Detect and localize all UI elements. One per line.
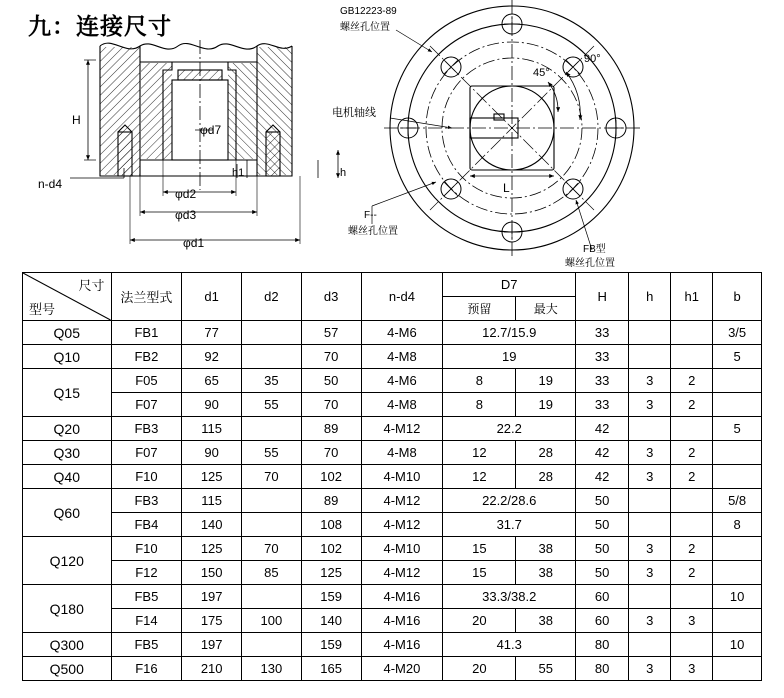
cell-d1: 65 — [182, 369, 242, 393]
table-row — [23, 465, 762, 489]
cell-b: 5 — [713, 417, 762, 441]
cell-h: 3 — [629, 657, 671, 681]
table-row — [23, 369, 762, 393]
table-header-row-1 — [23, 273, 762, 297]
cell-flange: F12 — [111, 561, 182, 585]
cell-model: Q20 — [23, 417, 112, 441]
cell-d7-max: 38 — [516, 561, 576, 585]
cell-d2 — [242, 633, 302, 657]
cell-h — [629, 345, 671, 369]
cell-model: Q05 — [23, 321, 112, 345]
cell-d7-reserved: 12 — [443, 465, 516, 489]
cell-n-d4: 4-M16 — [361, 609, 443, 633]
cell-h1 — [671, 321, 713, 345]
cell-d3: 159 — [301, 633, 361, 657]
cell-h1 — [671, 585, 713, 609]
header-b: b — [713, 273, 762, 321]
cell-h — [629, 417, 671, 441]
table-header — [23, 273, 762, 321]
cell-d1: 125 — [182, 465, 242, 489]
cell-flange: FB3 — [111, 489, 182, 513]
cell-d1: 197 — [182, 633, 242, 657]
cell-h — [629, 633, 671, 657]
cell-d7-reserved: 8 — [443, 393, 516, 417]
front-view — [372, 0, 640, 256]
cell-h: 3 — [629, 369, 671, 393]
cell-d3: 140 — [301, 609, 361, 633]
cell-b — [713, 561, 762, 585]
cell-n-d4: 4-M12 — [361, 513, 443, 537]
cell-H: 60 — [576, 609, 629, 633]
cell-d7-max: 55 — [516, 657, 576, 681]
cell-h1: 3 — [671, 657, 713, 681]
cell-h: 3 — [629, 393, 671, 417]
cell-d7-max: 38 — [516, 537, 576, 561]
cell-d7: 12.7/15.9 — [443, 321, 576, 345]
cell-h1: 2 — [671, 369, 713, 393]
cell-n-d4: 4-M16 — [361, 633, 443, 657]
header-d7-reserved: 预留 — [443, 297, 516, 321]
cell-d7: 31.7 — [443, 513, 576, 537]
cell-d7-reserved: 15 — [443, 537, 516, 561]
cell-b — [713, 537, 762, 561]
cell-n-d4: 4-M20 — [361, 657, 443, 681]
cell-d2: 55 — [242, 393, 302, 417]
cell-h1: 2 — [671, 537, 713, 561]
cell-h: 3 — [629, 609, 671, 633]
header-h1: h1 — [671, 273, 713, 321]
cell-flange: FB5 — [111, 585, 182, 609]
cell-n-d4: 4-M10 — [361, 465, 443, 489]
cell-n-d4: 4-M8 — [361, 345, 443, 369]
dimensions-table — [22, 272, 762, 681]
cell-d7: 19 — [443, 345, 576, 369]
cell-b: 5/8 — [713, 489, 762, 513]
label-phi-d2: φd2 — [175, 187, 197, 201]
cell-n-d4: 4-M6 — [361, 369, 443, 393]
table-row — [23, 393, 762, 417]
cell-model: Q180 — [23, 585, 112, 633]
header-n-d4: n-d4 — [361, 273, 443, 321]
cell-d2: 100 — [242, 609, 302, 633]
cell-h1: 2 — [671, 561, 713, 585]
cell-d1: 175 — [182, 609, 242, 633]
cell-H: 50 — [576, 537, 629, 561]
header-d1: d1 — [182, 273, 242, 321]
cell-d2: 55 — [242, 441, 302, 465]
label-h: h — [340, 167, 347, 179]
cell-d3: 108 — [301, 513, 361, 537]
table-row — [23, 417, 762, 441]
cell-flange: FB3 — [111, 417, 182, 441]
label-angle-90: 90° — [584, 53, 601, 65]
cell-flange: F05 — [111, 369, 182, 393]
header-model-label: 型号 — [29, 302, 56, 317]
dimensions-table-wrapper — [22, 272, 762, 681]
cell-d2 — [242, 585, 302, 609]
label-L: L — [503, 181, 510, 195]
cell-d7-max: 28 — [516, 441, 576, 465]
header-H: H — [576, 273, 629, 321]
cell-model: Q10 — [23, 345, 112, 369]
cell-d3: 159 — [301, 585, 361, 609]
cell-d2: 70 — [242, 537, 302, 561]
cell-flange: F10 — [111, 537, 182, 561]
cell-d7: 41.3 — [443, 633, 576, 657]
cell-d1: 90 — [182, 441, 242, 465]
header-size-label: 尺寸 — [78, 278, 105, 293]
cell-b: 8 — [713, 513, 762, 537]
cell-d7-reserved: 20 — [443, 657, 516, 681]
cell-d2: 35 — [242, 369, 302, 393]
cell-d7-max: 19 — [516, 369, 576, 393]
cell-b — [713, 393, 762, 417]
header-h: h — [629, 273, 671, 321]
header-d7-max: 最大 — [516, 297, 576, 321]
header-d2: d2 — [242, 273, 302, 321]
cell-d2: 85 — [242, 561, 302, 585]
cell-h — [629, 321, 671, 345]
header-flange: 法兰型式 — [111, 273, 182, 321]
header-corner-cell — [23, 273, 112, 321]
label-fb-note-1: FB型 — [583, 244, 606, 255]
cell-flange: F07 — [111, 441, 182, 465]
cell-d1: 197 — [182, 585, 242, 609]
label-f-note-2: 螺丝孔位置 — [348, 226, 398, 237]
cell-n-d4: 4-M8 — [361, 441, 443, 465]
cell-b — [713, 657, 762, 681]
cell-d7: 22.2 — [443, 417, 576, 441]
label-f-note-1: F-- — [364, 210, 377, 221]
cell-model: Q500 — [23, 657, 112, 681]
cell-h1: 2 — [671, 393, 713, 417]
cell-b: 10 — [713, 633, 762, 657]
cell-h: 3 — [629, 441, 671, 465]
cell-d1: 125 — [182, 537, 242, 561]
table-row — [23, 657, 762, 681]
cell-d1: 77 — [182, 321, 242, 345]
label-phi-d7: φd7 — [200, 123, 222, 137]
cell-n-d4: 4-M16 — [361, 585, 443, 609]
cell-h: 3 — [629, 537, 671, 561]
table-row — [23, 489, 762, 513]
cell-model: Q120 — [23, 537, 112, 585]
cell-flange: F16 — [111, 657, 182, 681]
cell-d1: 140 — [182, 513, 242, 537]
cell-h1 — [671, 345, 713, 369]
cell-h — [629, 513, 671, 537]
cell-H: 33 — [576, 345, 629, 369]
cell-h: 3 — [629, 465, 671, 489]
label-angle-45: 45° — [533, 67, 550, 79]
table-row — [23, 609, 762, 633]
cell-h1 — [671, 513, 713, 537]
cell-h — [629, 585, 671, 609]
cell-n-d4: 4-M12 — [361, 489, 443, 513]
cell-d3: 102 — [301, 465, 361, 489]
table-row — [23, 561, 762, 585]
cell-d1: 90 — [182, 393, 242, 417]
label-gb-code: GB12223-89 — [340, 6, 397, 17]
table-row — [23, 513, 762, 537]
cell-model: Q30 — [23, 441, 112, 465]
cell-H: 33 — [576, 321, 629, 345]
cell-b — [713, 369, 762, 393]
cell-n-d4: 4-M6 — [361, 321, 443, 345]
cell-H: 33 — [576, 393, 629, 417]
cell-b — [713, 609, 762, 633]
cell-d3: 165 — [301, 657, 361, 681]
label-phi-d3: φd3 — [175, 208, 197, 222]
cell-H: 80 — [576, 657, 629, 681]
table-row — [23, 441, 762, 465]
table-row — [23, 345, 762, 369]
cell-flange: FB1 — [111, 321, 182, 345]
cell-d2 — [242, 321, 302, 345]
cell-d7-reserved: 15 — [443, 561, 516, 585]
cell-H: 42 — [576, 417, 629, 441]
cell-d1: 115 — [182, 489, 242, 513]
cell-d2 — [242, 489, 302, 513]
cell-d1: 210 — [182, 657, 242, 681]
label-fb-note-2: 螺丝孔位置 — [565, 258, 615, 269]
cell-flange: FB4 — [111, 513, 182, 537]
cell-d7: 33.3/38.2 — [443, 585, 576, 609]
cell-b: 5 — [713, 345, 762, 369]
cell-H: 33 — [576, 369, 629, 393]
cell-d2: 130 — [242, 657, 302, 681]
technical-drawing-area — [0, 0, 784, 270]
cell-H: 60 — [576, 585, 629, 609]
cell-d2: 70 — [242, 465, 302, 489]
cell-n-d4: 4-M12 — [361, 417, 443, 441]
cell-flange: F10 — [111, 465, 182, 489]
cell-d3: 102 — [301, 537, 361, 561]
table-row — [23, 321, 762, 345]
cell-d3: 70 — [301, 393, 361, 417]
cell-d3: 89 — [301, 417, 361, 441]
header-d7: D7 — [443, 273, 576, 297]
table-row — [23, 633, 762, 657]
cell-d7-reserved: 12 — [443, 441, 516, 465]
cell-d7-max: 28 — [516, 465, 576, 489]
drawing-svg — [0, 0, 784, 272]
cell-n-d4: 4-M10 — [361, 537, 443, 561]
cell-d1: 150 — [182, 561, 242, 585]
cell-d3: 57 — [301, 321, 361, 345]
cell-d3: 70 — [301, 345, 361, 369]
cell-flange: F14 — [111, 609, 182, 633]
cell-n-d4: 4-M12 — [361, 561, 443, 585]
table-body — [23, 321, 762, 681]
label-axis-note: 电机轴线 — [332, 107, 376, 119]
cell-d2 — [242, 417, 302, 441]
cell-b — [713, 441, 762, 465]
cell-H: 50 — [576, 513, 629, 537]
cell-h1: 2 — [671, 441, 713, 465]
cell-d7-max: 19 — [516, 393, 576, 417]
cell-d1: 115 — [182, 417, 242, 441]
cell-h1 — [671, 633, 713, 657]
page-title: 九：连接尺寸 — [28, 13, 172, 39]
cell-h1: 2 — [671, 465, 713, 489]
table-row — [23, 537, 762, 561]
cell-H: 42 — [576, 465, 629, 489]
cell-h1 — [671, 489, 713, 513]
cell-flange: F07 — [111, 393, 182, 417]
cell-h: 3 — [629, 561, 671, 585]
cell-d1: 92 — [182, 345, 242, 369]
cell-H: 50 — [576, 561, 629, 585]
cell-h — [629, 489, 671, 513]
cell-d3: 89 — [301, 489, 361, 513]
cell-H: 42 — [576, 441, 629, 465]
cell-b: 10 — [713, 585, 762, 609]
label-H: H — [72, 113, 81, 127]
cell-d7-reserved: 8 — [443, 369, 516, 393]
cell-b: 3/5 — [713, 321, 762, 345]
cell-n-d4: 4-M8 — [361, 393, 443, 417]
cell-d7-reserved: 20 — [443, 609, 516, 633]
label-gb-note: 螺丝孔位置 — [340, 22, 390, 33]
cell-model: Q300 — [23, 633, 112, 657]
section-view — [70, 40, 338, 244]
label-phi-d1: φd1 — [183, 236, 205, 250]
label-n-d4: n-d4 — [38, 177, 63, 191]
cell-flange: FB5 — [111, 633, 182, 657]
cell-model: Q15 — [23, 369, 112, 417]
cell-flange: FB2 — [111, 345, 182, 369]
label-h1: h1 — [232, 167, 245, 179]
cell-h1 — [671, 417, 713, 441]
cell-h1: 3 — [671, 609, 713, 633]
cell-H: 80 — [576, 633, 629, 657]
cell-d7-max: 38 — [516, 609, 576, 633]
cell-b — [713, 465, 762, 489]
cell-model: Q60 — [23, 489, 112, 537]
cell-d2 — [242, 513, 302, 537]
table-row — [23, 585, 762, 609]
cell-d3: 50 — [301, 369, 361, 393]
header-d3: d3 — [301, 273, 361, 321]
cell-d2 — [242, 345, 302, 369]
cell-H: 50 — [576, 489, 629, 513]
cell-model: Q40 — [23, 465, 112, 489]
cell-d3: 125 — [301, 561, 361, 585]
cell-d7: 22.2/28.6 — [443, 489, 576, 513]
cell-d3: 70 — [301, 441, 361, 465]
